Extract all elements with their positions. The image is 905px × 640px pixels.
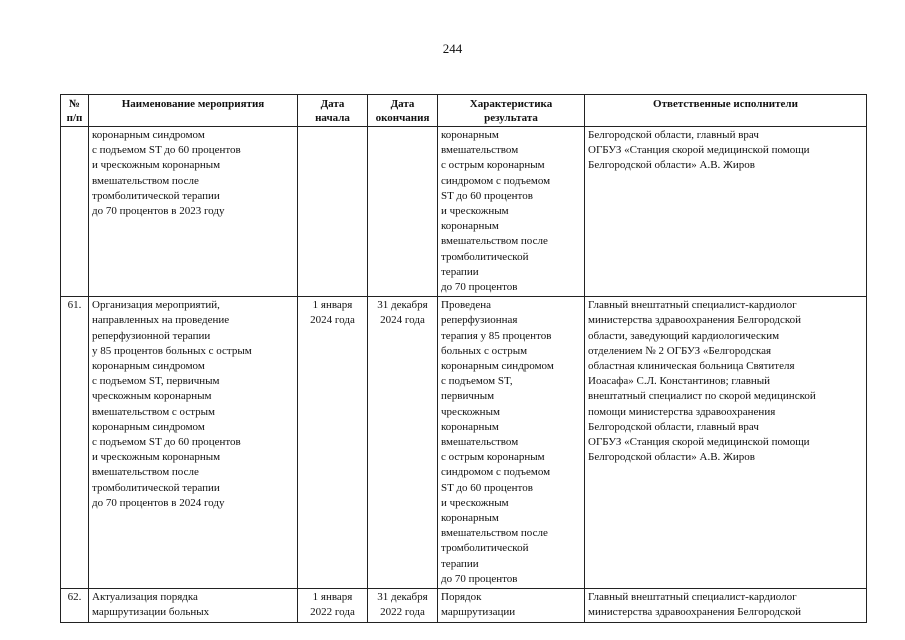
- cell-line: Белгородской области, главный врач: [588, 420, 759, 433]
- cell-line: коронарным синдромом: [92, 420, 205, 433]
- cell-start: [298, 297, 368, 589]
- cell-end: [368, 589, 438, 622]
- cell-line: и чрескожным коронарным: [92, 451, 221, 464]
- cell-line: 31 декабря: [377, 591, 428, 604]
- cell-line: с подъемом ST,: [441, 375, 513, 388]
- cell-line: вмешательством после: [441, 527, 548, 540]
- cell-line: областная клиническая больница Святителя: [588, 360, 795, 373]
- cell-line: маршрутизации: [441, 606, 516, 619]
- cell-line: вмешательством после: [92, 466, 199, 479]
- cell-line: синдромом с подъемом: [441, 466, 551, 479]
- page-number: 244: [442, 41, 463, 56]
- header-start: Дата начала: [298, 95, 368, 127]
- cell-start: [298, 127, 368, 297]
- header-name: Наименование мероприятия: [89, 95, 298, 127]
- cell-line: до 70 процентов: [441, 572, 518, 585]
- cell-line: с острым коронарным: [441, 451, 545, 464]
- cell-line: с подъемом ST до 60 процентов: [92, 436, 241, 449]
- cell-result: [438, 297, 585, 589]
- cell-line: коронарным: [441, 220, 499, 233]
- cell-line: Белгородской области, главный врач: [588, 129, 759, 141]
- cell-line: вмешательством после: [441, 235, 548, 248]
- cell-line: чрескожным: [441, 405, 500, 418]
- cell-line: до 70 процентов в 2023 году: [92, 205, 225, 218]
- cell-line: вмешательством: [441, 144, 519, 157]
- table-row: [61, 589, 867, 622]
- header-result: Характеристика результата: [438, 95, 585, 127]
- cell-line: с подъемом ST до 60 процентов: [92, 144, 241, 157]
- cell-line: ST до 60 процентов: [441, 481, 533, 494]
- cell-line: Главный внештатный специалист-кардиолог: [588, 299, 797, 312]
- cell-num: 62.: [61, 589, 89, 622]
- cell-line: 31 декабря: [377, 299, 428, 312]
- cell-line: вмешательством: [441, 436, 519, 449]
- cell-line: ОГБУЗ «Станция скорой медицинской помощи: [588, 144, 810, 157]
- cell-name: [89, 127, 298, 297]
- cell-line: министерства здравоохранения Белгородской: [588, 314, 802, 327]
- cell-line: больных с острым: [441, 344, 528, 357]
- table-row: [61, 297, 867, 589]
- cell-line: отделением № 2 ОГБУЗ «Белгородская: [588, 344, 772, 357]
- cell-line: чрескожным коронарным: [92, 390, 212, 403]
- measures-table: [60, 94, 867, 623]
- cell-line: 2022 года: [380, 606, 425, 619]
- cell-start: [298, 589, 368, 622]
- cell-line: Белгородской области» А.В. Жиров: [588, 451, 755, 464]
- cell-line: тромболитической терапии: [92, 189, 220, 202]
- cell-line: вмешательством после: [92, 174, 199, 187]
- cell-end: [368, 297, 438, 589]
- cell-result: [438, 589, 585, 622]
- cell-line: и чрескожным коронарным: [92, 159, 221, 172]
- cell-line: коронарным: [441, 129, 499, 141]
- cell-line: Главный внештатный специалист-кардиолог: [588, 591, 797, 604]
- cell-line: направленных на проведение: [92, 314, 230, 327]
- cell-line: Проведена: [441, 299, 492, 312]
- cell-line: Порядок: [441, 591, 482, 604]
- cell-line: синдромом с подъемом: [441, 174, 551, 187]
- cell-line: 2024 года: [310, 314, 355, 327]
- cell-num: 61.: [61, 297, 89, 589]
- cell-num: [61, 127, 89, 297]
- cell-line: маршрутизации больных: [92, 606, 210, 619]
- cell-end: [368, 127, 438, 297]
- cell-line: 2022 года: [310, 606, 355, 619]
- cell-line: с острым коронарным: [441, 159, 545, 172]
- cell-line: терапия у 85 процентов: [441, 329, 552, 342]
- cell-line: коронарным синдромом: [441, 360, 554, 373]
- cell-line: Актуализация порядка: [92, 591, 198, 604]
- header-end: Дата окончания: [368, 95, 438, 127]
- cell-line: 2024 года: [380, 314, 425, 327]
- table-row: [61, 127, 867, 297]
- cell-line: коронарным: [441, 420, 499, 433]
- cell-line: у 85 процентов больных с острым: [92, 344, 252, 357]
- cell-line: министерства здравоохранения Белгородской: [588, 606, 802, 619]
- cell-result: [438, 127, 585, 297]
- cell-responsible: [585, 297, 867, 589]
- cell-line: до 70 процентов: [441, 281, 518, 294]
- cell-line: коронарным синдромом: [92, 360, 205, 373]
- cell-line: с подъемом ST, первичным: [92, 375, 220, 388]
- cell-line: тромболитической терапии: [92, 481, 220, 494]
- cell-responsible: [585, 589, 867, 622]
- cell-line: вмешательством с острым: [92, 405, 216, 418]
- cell-line: коронарным синдромом: [92, 129, 205, 141]
- cell-line: коронарным: [441, 512, 499, 525]
- cell-line: ОГБУЗ «Станция скорой медицинской помощи: [588, 436, 810, 449]
- cell-line: 1 января: [312, 591, 353, 604]
- cell-responsible: [585, 127, 867, 297]
- cell-line: первичным: [441, 390, 495, 403]
- cell-line: внештатный специалист по скорой медицинской: [588, 390, 816, 403]
- cell-name: [89, 297, 298, 589]
- cell-line: тромболитической: [441, 542, 529, 555]
- cell-line: и чрескожным: [441, 496, 509, 509]
- cell-line: до 70 процентов в 2024 году: [92, 496, 225, 509]
- cell-line: реперфузионной терапии: [92, 329, 211, 342]
- cell-name: [89, 589, 298, 622]
- cell-line: и чрескожным: [441, 205, 509, 218]
- cell-line: Белгородской области» А.В. Жиров: [588, 159, 755, 172]
- cell-line: области, заведующий кардиологическим: [588, 329, 780, 342]
- cell-line: терапии: [441, 265, 479, 278]
- cell-line: терапии: [441, 557, 479, 570]
- cell-line: помощи министерства здравоохранения: [588, 405, 776, 418]
- header-responsible: Ответственные исполнители: [585, 95, 867, 127]
- cell-line: тромболитической: [441, 250, 529, 263]
- cell-line: Иоасафа» С.Л. Константинов; главный: [588, 375, 771, 388]
- cell-line: ST до 60 процентов: [441, 189, 533, 202]
- header-num: № п/п: [61, 95, 89, 127]
- cell-line: реперфузионная: [441, 314, 518, 327]
- table-header-row: [61, 95, 867, 127]
- cell-line: Организация мероприятий,: [92, 299, 220, 312]
- cell-line: 1 января: [312, 299, 353, 312]
